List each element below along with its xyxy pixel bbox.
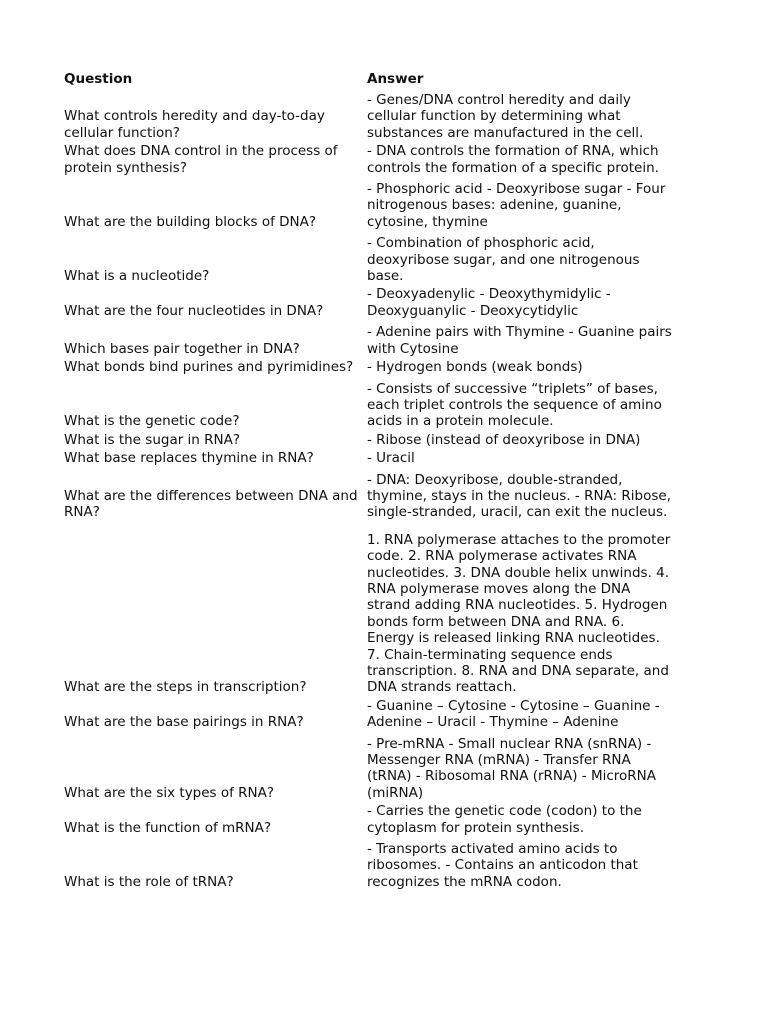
question-cell: What controls heredity and day-to-day cellular function? xyxy=(64,108,325,141)
question-cell: What are the four nucleotides in DNA? xyxy=(64,302,324,319)
answer-cell: - Uracil xyxy=(367,450,415,467)
table-row xyxy=(63,358,673,376)
answer-cell: - DNA controls the formation of RNA, which controls the formation of a specific protein. xyxy=(367,143,659,176)
table-row xyxy=(63,88,673,142)
answer-cell: - Adenine pairs with Thymine - Guanine pairs with Cytosine xyxy=(367,324,672,357)
table-header xyxy=(63,70,673,88)
answer-cell: - Genes/DNA control heredity and daily cellular function by determining what substances are manufactured in the cell. xyxy=(367,92,644,141)
question-cell: What does DNA control in the process of protein synthesis? xyxy=(64,143,338,176)
answer-cell: - Combination of phosphoric acid, deoxyribose sugar, and one nitrogenous base. xyxy=(367,235,640,285)
table-row xyxy=(63,732,673,803)
question-cell: Which bases pair together in DNA? xyxy=(64,340,300,357)
table-row xyxy=(63,449,673,467)
table-row xyxy=(63,837,673,891)
question-cell: What is the genetic code? xyxy=(64,413,240,430)
table-row xyxy=(63,802,673,837)
question-cell: What are the steps in transcription? xyxy=(64,679,307,696)
answer-cell: 1. RNA polymerase attaches to the promoter code. 2. RNA polymerase activates RNA nucleotides. 3. DNA double helix unwinds. 4. RNA polymerase moves along the DNA strand adding RNA nucleotides. 5. Hydrogen bonds form between DNA and RNA. 6. Energy is released linking RNA nucleotides. 7. Chain-terminating sequence ends transcription. 8. RNA and DNA separate, and DNA strands reattach. xyxy=(367,531,671,696)
table-row xyxy=(63,320,673,358)
answer-cell: - Guanine – Cytosine - Cytosine – Guanine - Adenine – Uracil - Thymine – Adenine xyxy=(367,697,660,731)
table-row xyxy=(63,468,673,522)
answer-cell: - Consists of successive “triplets” of bases, each triplet controls the sequence of amino acids in a protein molecule. xyxy=(367,380,662,430)
answer-header: Answer xyxy=(367,70,424,87)
question-cell: What is a nucleotide? xyxy=(64,268,210,285)
table-row xyxy=(63,377,673,431)
question-cell: What are the differences between DNA and RNA? xyxy=(64,487,358,521)
answer-cell: - Transports activated amino acids to ribosomes. - Contains an anticodon that recognizes the mRNA codon. xyxy=(367,841,638,890)
header-row xyxy=(63,70,673,88)
answer-cell: - Deoxyadenylic - Deoxythymidylic - Deoxyguanylic - Deoxycytidylic xyxy=(367,286,611,319)
answer-cell: - DNA: Deoxyribose, double-stranded, thymine, stays in the nucleus. - RNA: Ribose, single-stranded, uracil, can exit the nucleus. xyxy=(367,471,671,521)
question-cell: What is the sugar in RNA? xyxy=(64,431,241,448)
table-row xyxy=(63,231,673,285)
question-cell: What is the role of tRNA? xyxy=(64,873,234,890)
answer-cell: - Pre-mRNA - Small nuclear RNA (snRNA) - Messenger RNA (mRNA) - Transfer RNA (tRNA) - Ribosomal RNA (rRNA) - MicroRNA (miRNA) xyxy=(367,735,657,801)
question-cell: What base replaces thymine in RNA? xyxy=(64,450,314,467)
qa-table xyxy=(63,70,673,891)
answer-cell: - Carries the genetic code (codon) to the cytoplasm for protein synthesis. xyxy=(367,803,642,836)
table-row xyxy=(63,522,673,697)
question-cell: What bonds bind purines and pyrimidines? xyxy=(64,359,354,376)
answer-cell: - Ribose (instead of deoxyribose in DNA) xyxy=(367,431,641,448)
table-row xyxy=(63,177,673,231)
question-cell: What is the function of mRNA? xyxy=(64,819,272,836)
answer-cell: - Phosphoric acid - Deoxyribose sugar - Four nitrogenous bases: adenine, guanine, cytosine, thymine xyxy=(367,181,666,230)
answer-cell: - Hydrogen bonds (weak bonds) xyxy=(367,359,583,376)
question-cell: What are the building blocks of DNA? xyxy=(64,213,317,230)
table-row xyxy=(63,431,673,449)
table-row xyxy=(63,285,673,320)
question-cell: What are the base pairings in RNA? xyxy=(64,714,304,731)
table-row xyxy=(63,697,673,732)
question-header: Question xyxy=(64,70,133,87)
table-body xyxy=(63,88,673,891)
table-row xyxy=(63,142,673,177)
question-cell: What are the six types of RNA? xyxy=(64,784,275,801)
